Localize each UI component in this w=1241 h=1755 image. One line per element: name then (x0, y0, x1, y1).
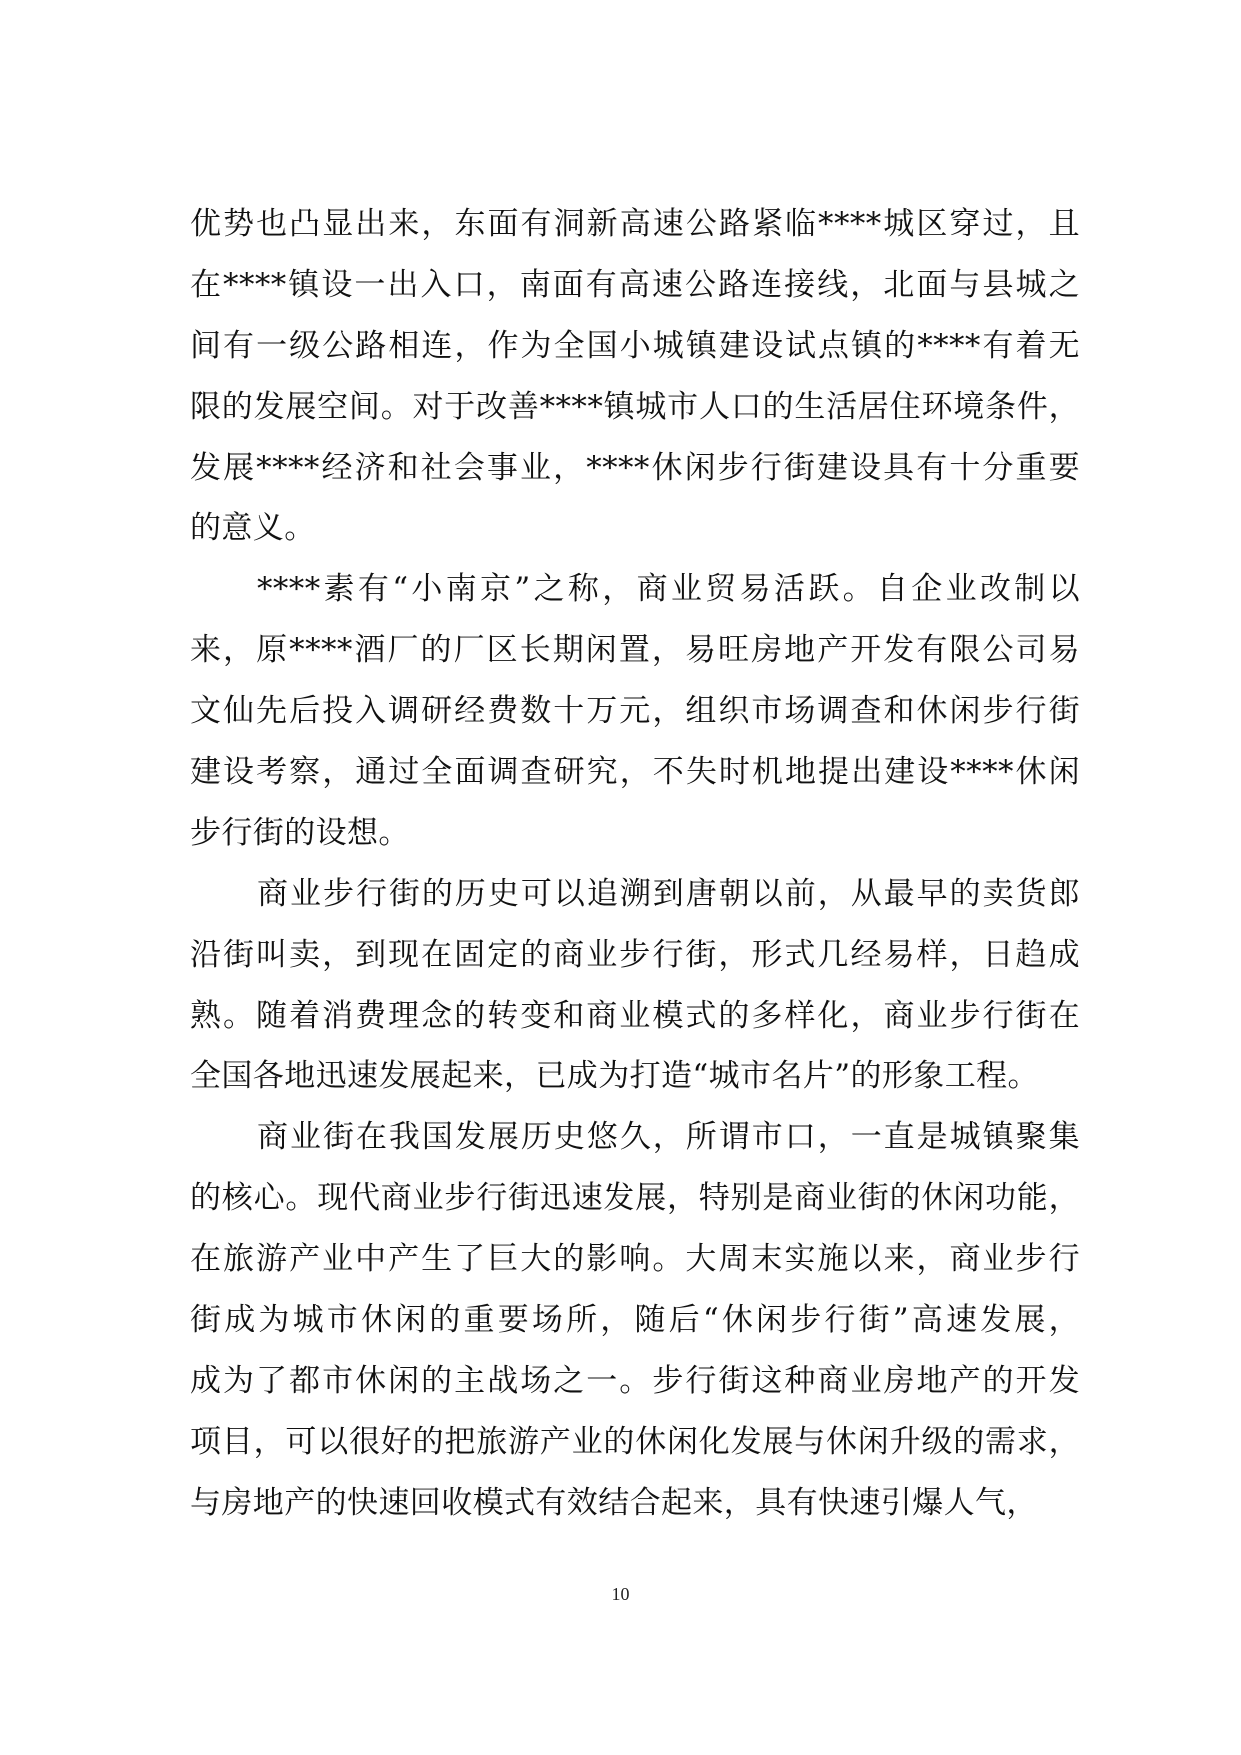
text-line: 来，原****酒厂的厂区长期闲置，易旺房地产开发有限公司易 (190, 632, 1080, 669)
body-text (190, 194, 1080, 1534)
page-number: 10 (611, 1584, 630, 1604)
text-line: 项目，可以很好的把旅游产业的休闲化发展与休闲升级的需求， (190, 1423, 1080, 1460)
text-line: 与房地产的快速回收模式有效结合起来，具有快速引爆人气， (190, 1484, 1038, 1521)
text-line: 街成为城市休闲的重要场所，随后“休闲步行街”高速发展， (190, 1302, 1080, 1339)
text-line: 熟。随着消费理念的转变和商业模式的多样化，商业步行街在 (190, 997, 1080, 1034)
text-line: 全国各地迅速发展起来，已成为打造“城市名片”的形象工程。 (190, 1058, 1039, 1095)
text-line: 成为了都市休闲的主战场之一。步行街这种商业房地产的开发 (190, 1362, 1080, 1399)
text-line: 建设考察，通过全面调查研究，不失时机地提出建设****休闲 (190, 754, 1080, 791)
text-line: 在旅游产业中产生了巨大的影响。大周末实施以来，商业步行 (190, 1241, 1080, 1278)
text-line: 限的发展空间。对于改善****镇城市人口的生活居住环境条件， (190, 388, 1080, 425)
text-line: 商业步行街的历史可以追溯到唐朝以前，从最早的卖货郎 (257, 875, 1080, 912)
text-line: 的核心。现代商业步行街迅速发展，特别是商业街的休闲功能， (190, 1180, 1080, 1217)
text-line: 在****镇设一出入口，南面有高速公路连接线，北面与县城之 (190, 266, 1080, 303)
text-line: 发展****经济和社会事业，****休闲步行街建设具有十分重要 (190, 449, 1080, 486)
text-line: 文仙先后投入调研经费数十万元，组织市场调查和休闲步行街 (190, 693, 1080, 730)
text-line: 商业街在我国发展历史悠久，所谓市口，一直是城镇聚集 (257, 1119, 1080, 1156)
paragraph (190, 1107, 1080, 1533)
text-line: 的意义。 (190, 510, 316, 547)
paragraph (190, 194, 1080, 559)
paragraph (190, 559, 1080, 863)
text-line: ****素有“小南京”之称，商业贸易活跃。自企业改制以 (257, 571, 1080, 608)
text-line: 间有一级公路相连，作为全国小城镇建设试点镇的****有着无 (190, 327, 1080, 364)
text-line: 沿街叫卖，到现在固定的商业步行街，形式几经易样，日趋成 (190, 936, 1080, 973)
text-line: 步行街的设想。 (190, 814, 410, 851)
text-line: 优势也凸显出来，东面有洞新高速公路紧临****城区穿过，且 (190, 206, 1080, 242)
paragraph (190, 864, 1080, 1108)
